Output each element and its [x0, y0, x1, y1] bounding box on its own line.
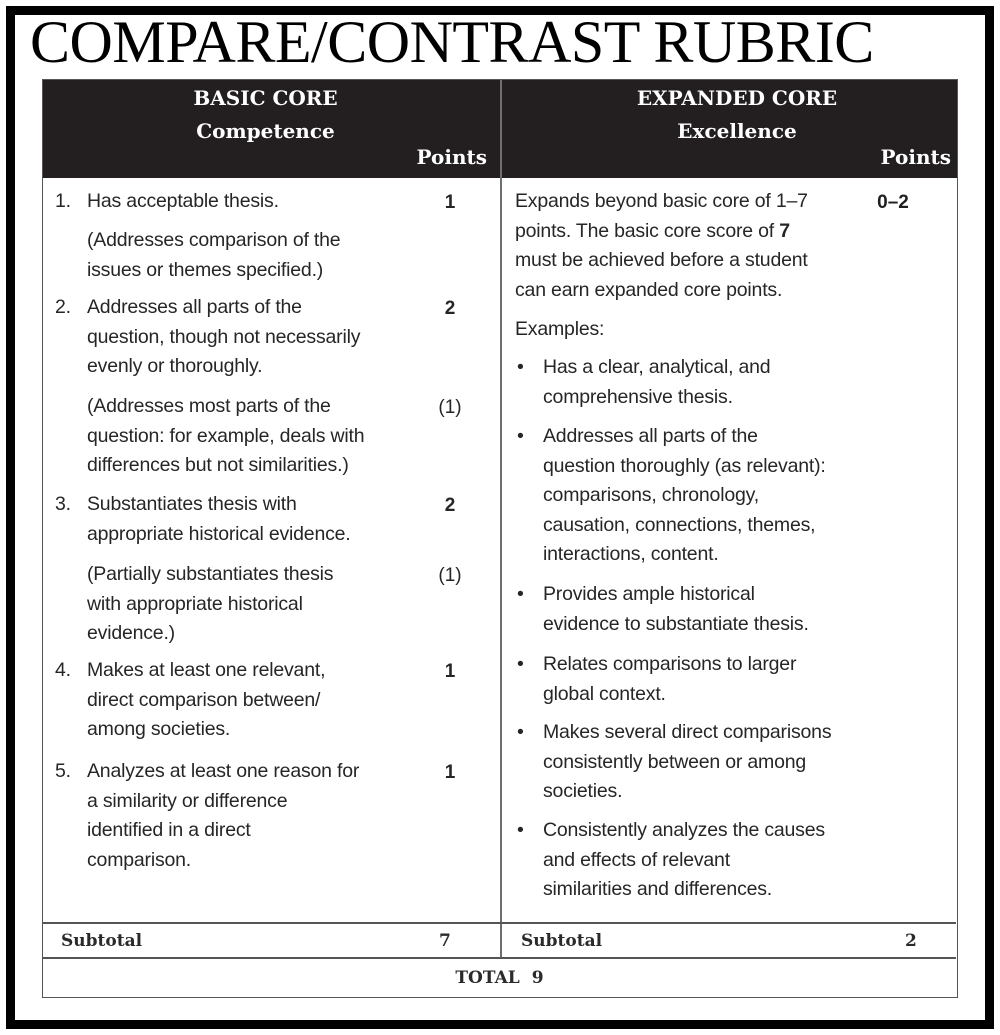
bullet-icon: •: [517, 653, 524, 675]
criterion-text: [87, 490, 385, 549]
criterion-line: Makes at least one relevant,: [87, 659, 326, 681]
example-bullet-1: [517, 353, 857, 412]
criterion-2: [55, 293, 385, 382]
bullet-line: comparisons, chronology,: [543, 484, 759, 506]
criterion-number: 4.: [55, 659, 71, 681]
expanded-core-heading: [502, 82, 972, 148]
criterion-line: a similarity or difference: [87, 789, 288, 812]
bullet-line: global context.: [543, 682, 666, 705]
total-label: TOTAL: [455, 968, 520, 988]
criterion-2-partial-points: (1): [438, 397, 462, 418]
intro-line: can earn expanded core points.: [515, 278, 783, 301]
bullet-line: comprehensive thesis.: [543, 385, 733, 408]
criterion-3-points: 2: [444, 495, 456, 516]
expanded-core-title: EXPANDED CORE: [636, 86, 838, 110]
example-bullet-4: [517, 650, 857, 709]
bullet-icon: •: [517, 721, 524, 743]
criterion-5-points: 1: [444, 762, 456, 783]
criterion-number: 2.: [55, 296, 71, 318]
bullet-text: [543, 816, 857, 905]
expanded-core-subtitle: Excellence: [677, 119, 797, 143]
expanded-points-header: Points: [880, 145, 951, 169]
bullet-icon: •: [517, 819, 524, 841]
note-line: with appropriate historical: [87, 592, 303, 615]
note-line: (Partially substantiates thesis: [87, 563, 334, 585]
expanded-points: 0–2: [877, 192, 909, 213]
criterion-line: Addresses all parts of the: [87, 296, 302, 318]
example-bullet-5: [517, 718, 857, 807]
bullet-text: [543, 718, 857, 807]
bullet-line: Relates comparisons to larger: [543, 653, 797, 675]
criterion-line: appropriate historical evidence.: [87, 522, 351, 545]
bullet-line: Consistently analyzes the causes: [543, 819, 825, 841]
bullet-line: and effects of relevant: [543, 848, 730, 871]
basic-points-header: Points: [416, 145, 487, 169]
note-line: (Addresses most parts of the: [87, 395, 331, 417]
criterion-5: [55, 757, 385, 875]
criterion-line: evenly or thoroughly.: [87, 355, 263, 377]
bullet-line: causation, connections, themes,: [543, 513, 816, 536]
example-bullet-3: [517, 580, 857, 639]
intro-line: must be achieved before a student: [515, 249, 808, 271]
criterion-number: 1.: [55, 190, 71, 212]
column-divider: [500, 80, 502, 958]
example-bullet-2: [517, 422, 857, 570]
criterion-text: [87, 187, 385, 217]
bullet-line: Addresses all parts of the: [543, 425, 758, 447]
bullet-icon: •: [517, 356, 524, 378]
criterion-number: 5.: [55, 760, 71, 782]
intro-line-text: points. The basic core score of: [515, 219, 780, 242]
note-line: (Addresses comparison of the: [87, 229, 341, 251]
criterion-3-partial-points: (1): [438, 565, 462, 586]
basic-core-heading: [43, 82, 488, 148]
criterion-text: [87, 656, 385, 745]
page-title: COMPARE/CONTRAST RUBRIC: [30, 9, 874, 75]
criterion-4: [55, 656, 385, 745]
criterion-2-note: [87, 392, 397, 481]
bullet-line: question thoroughly (as relevant):: [543, 454, 826, 477]
bullet-text: [543, 353, 857, 412]
bullet-icon: •: [517, 425, 524, 447]
bullet-text: [543, 580, 857, 639]
bullet-line: Has a clear, analytical, and: [543, 356, 771, 378]
expanded-core-header: [502, 80, 957, 178]
total-value: 9: [531, 968, 544, 988]
criterion-2-points: 2: [444, 298, 456, 319]
note-line: differences but not similarities.): [87, 454, 349, 476]
bullet-text: [543, 650, 857, 709]
intro-line: Expands beyond basic core of 1–7: [515, 190, 808, 212]
criterion-line: Has acceptable thesis.: [87, 190, 279, 212]
criterion-4-points: 1: [444, 661, 456, 682]
criterion-text: [87, 293, 385, 382]
basic-core-score: 7: [779, 219, 790, 242]
expanded-intro: [515, 187, 835, 305]
total-top-rule: [43, 957, 956, 959]
bullet-icon: •: [517, 583, 524, 605]
bullet-line: consistently between or among: [543, 750, 807, 773]
criterion-1-points: 1: [444, 192, 456, 213]
criterion-3-note: [87, 560, 397, 649]
bullet-line: Makes several direct comparisons: [543, 721, 832, 743]
note-line: issues or themes specified.): [87, 258, 324, 281]
example-bullet-6: [517, 816, 857, 905]
expanded-subtotal-label: Subtotal: [521, 931, 603, 951]
rubric-table: [42, 79, 958, 998]
bullet-line: similarities and differences.: [543, 878, 773, 900]
bullet-line: interactions, content.: [543, 543, 719, 565]
criterion-line: among societies.: [87, 718, 231, 740]
criterion-line: Substantiates thesis with: [87, 493, 297, 515]
basic-subtotal-label: Subtotal: [61, 931, 143, 951]
criterion-line: identified in a direct: [87, 819, 251, 841]
criterion-1: [55, 187, 385, 217]
criterion-line: direct comparison between/: [87, 688, 321, 711]
criterion-text: [87, 757, 385, 875]
total-row: [43, 960, 956, 996]
basic-core-subtitle: Competence: [196, 119, 335, 143]
examples-label: Examples:: [515, 318, 605, 340]
criterion-line: Analyzes at least one reason for: [87, 760, 360, 782]
bullet-line: Provides ample historical: [543, 583, 755, 605]
criterion-3: [55, 490, 385, 549]
note-line: question: for example, deals with: [87, 424, 365, 447]
criterion-1-note: [87, 226, 397, 285]
bullet-line: evidence to substantiate thesis.: [543, 612, 809, 635]
intro-line: [515, 217, 835, 247]
subtotal-top-rule: [43, 922, 956, 924]
criterion-line: comparison.: [87, 848, 192, 871]
bullet-text: [543, 422, 857, 570]
expanded-subtotal-value: 2: [905, 931, 917, 951]
basic-core-title: BASIC CORE: [193, 86, 338, 110]
basic-subtotal-value: 7: [439, 931, 451, 951]
criterion-line: question, though not necessarily: [87, 325, 361, 348]
basic-core-header: [43, 80, 500, 178]
criterion-number: 3.: [55, 493, 71, 515]
note-line: evidence.): [87, 622, 175, 644]
bullet-line: societies.: [543, 780, 623, 802]
